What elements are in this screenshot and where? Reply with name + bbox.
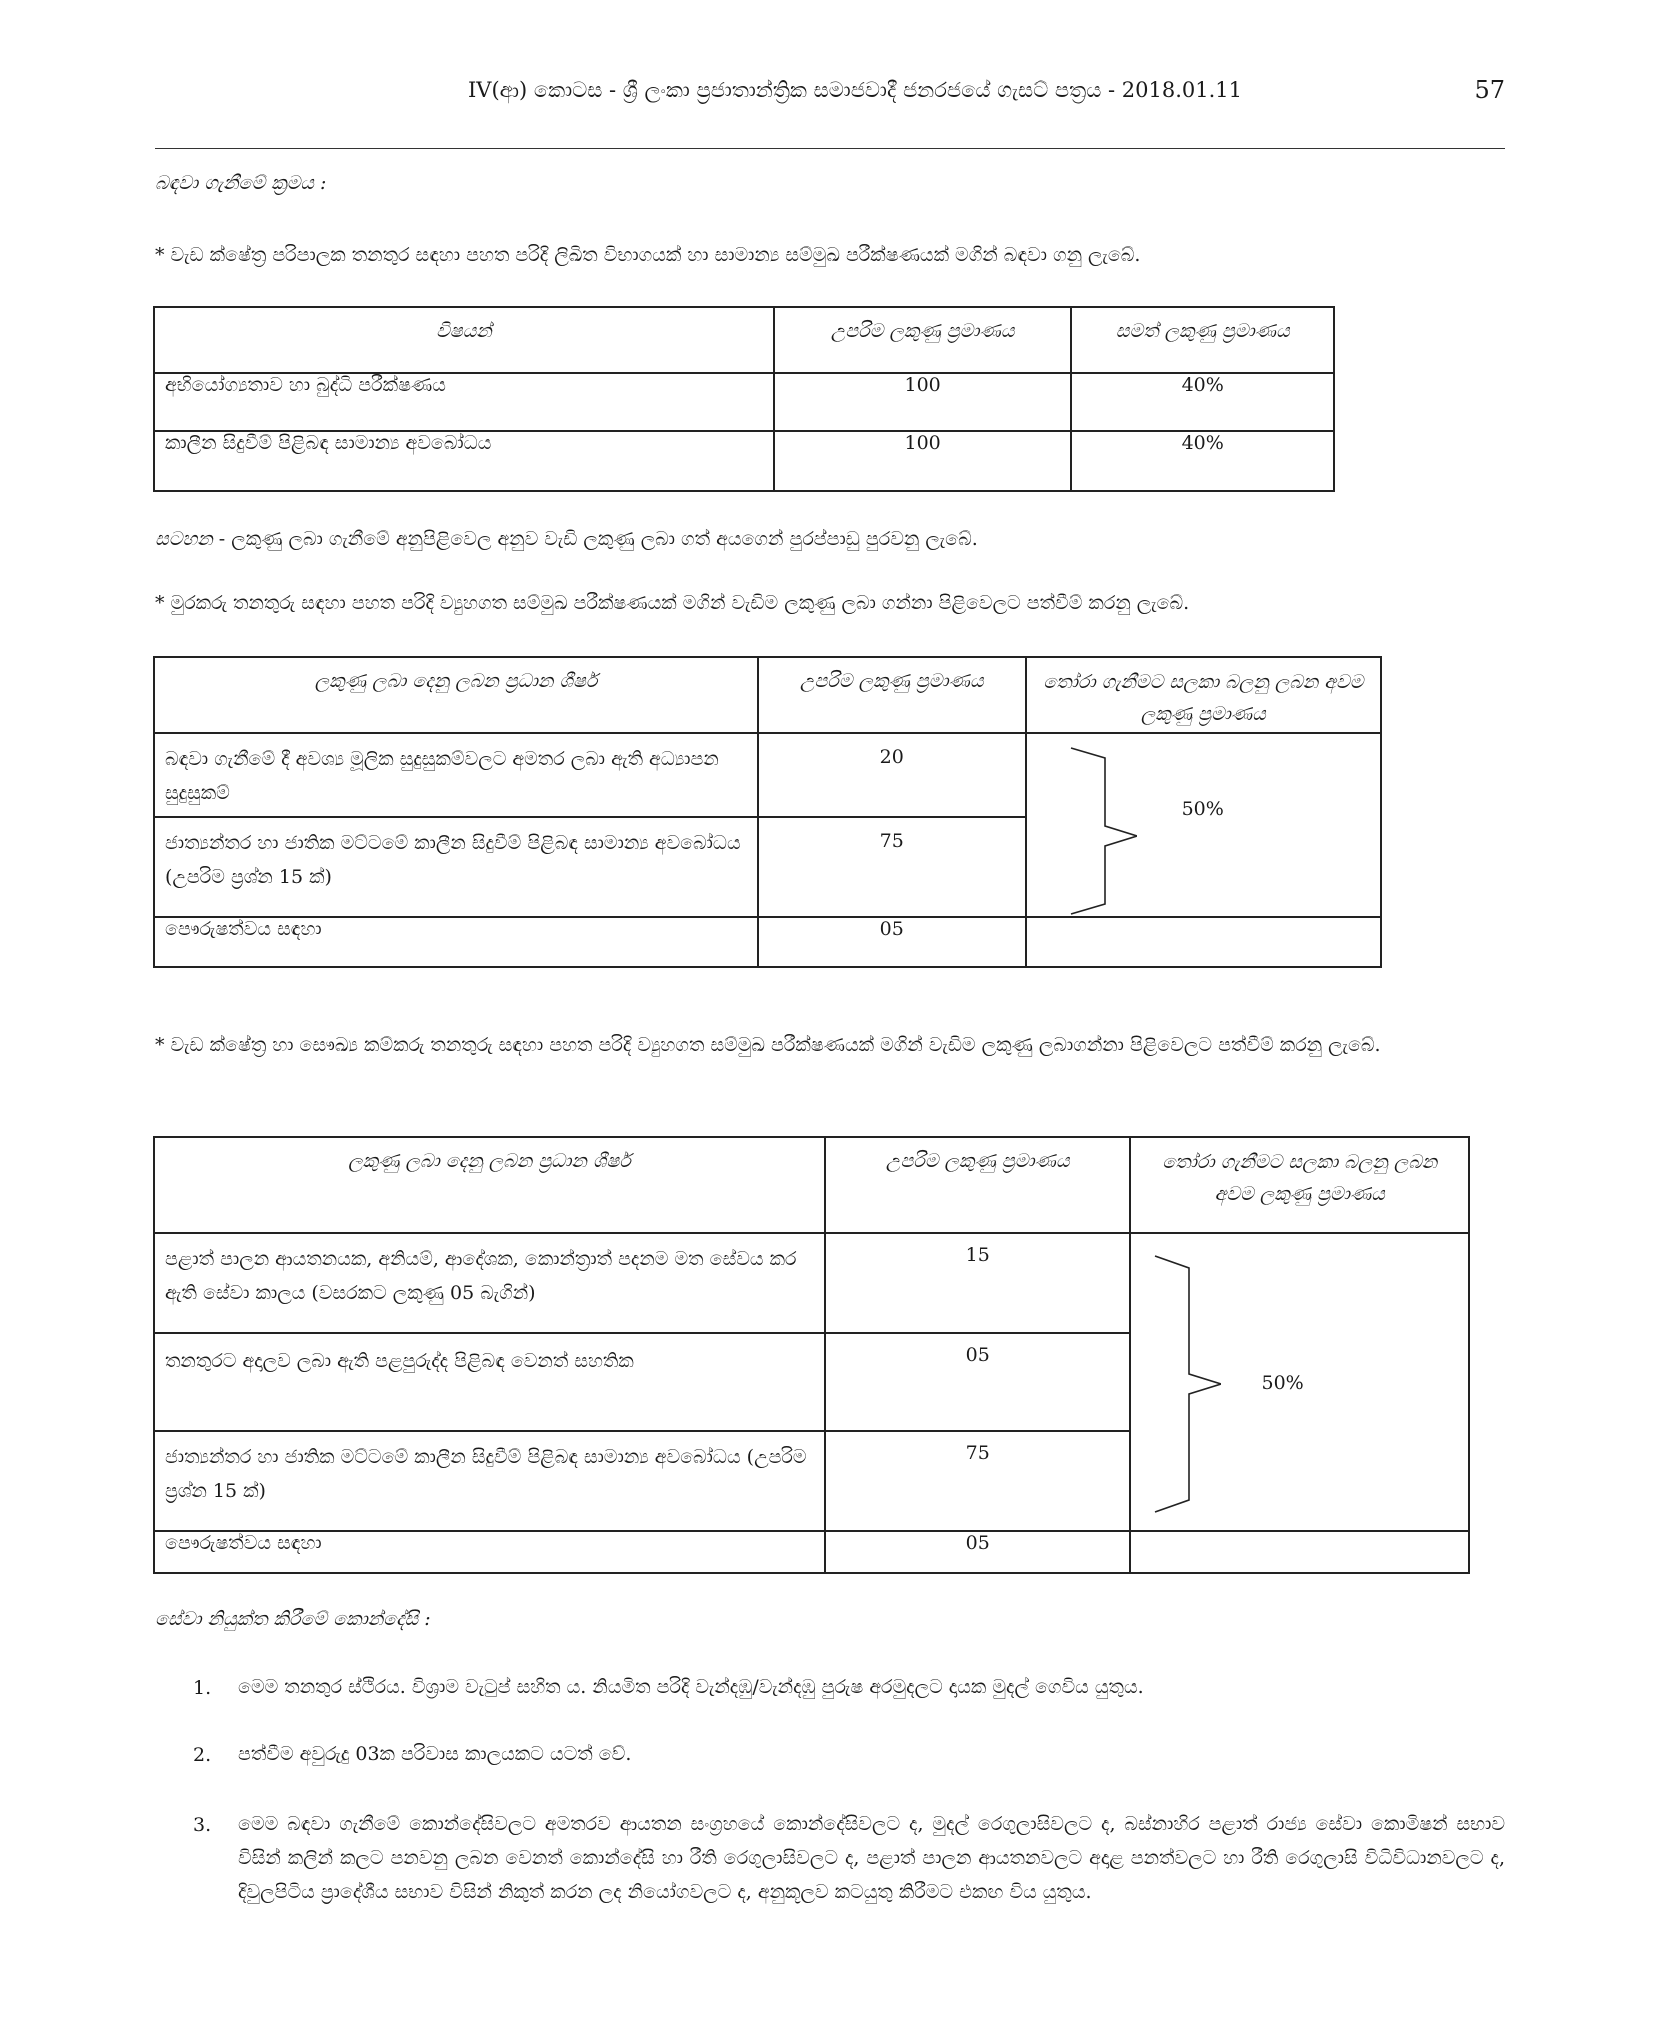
subject-cell: කාලීන සිදුවීම් පිළිබඳ සාමාන්‍ය අවබෝධය [154,431,774,491]
column-header: තෝරා ගැනීමට සලකා බලනු ලබන අවම ලකුණු ප්‍රමාණය [1130,1137,1469,1233]
column-header: තෝරා ගැනීමට සලකා බලනු ලබන අවම ලකුණු ප්‍රමාණය [1026,657,1381,733]
table-header-row [154,307,1334,373]
table-header-row [154,657,1381,733]
max-marks-cell: 05 [758,917,1026,967]
empty-cell [1026,917,1381,967]
column-header: උපරිම ලකුණු ප්‍රමාණය [825,1137,1131,1233]
criterion-cell: පෞරුෂත්වය සඳහා [154,917,758,967]
note-label: සටහන [155,528,213,550]
header-rule [155,148,1505,149]
table-row [154,1233,1469,1333]
table-header-row [154,1137,1469,1233]
criterion-cell: තනතුරට අදාලව ලබා ඇති පළපුරුද්ද පිළිබඳ වෙනත් සහතික [154,1333,825,1431]
recruitment-heading: බඳවා ගැනීමේ ක්‍රමය : [155,172,327,194]
max-marks-cell: 100 [774,431,1072,491]
max-marks-cell: 05 [825,1333,1131,1431]
table-row [154,373,1334,431]
note-text: - ලකුණු ලබා ගැනීමේ අනුපිළිවෙල අනුව වැඩි ලකුණු ලබා ගත් අයගෙන් පුරප්පාඩු පුරවනු ලැබේ. [212,528,978,550]
table-row [154,431,1334,491]
labourer-interview-table [153,1136,1470,1574]
exam-marks-table [153,306,1335,492]
pass-mark-cell [1026,733,1381,917]
list-item: මෙම තනතුර ස්ථිරය. විශ්‍රාම වැටුප් සහිත ය. නියමිත පරිදි වැන්දඹු/වැන්දඹු පුරුෂ අරමුදලට දායක මුදල් ගෙවිය යුතුය. [238,1676,1144,1698]
criterion-cell: ජාත්‍යන්තර හා ජාතික මට්ටමේ කාලීන සිදුවීම් පිළිබඳ සාමාන්‍ය අවබෝධය (උපරිම ප්‍රශ්න 15 ක්) [154,1431,825,1531]
column-header: විෂයන් [154,307,774,373]
list-number: 1. [193,1677,212,1699]
pass-mark-cell [1130,1233,1469,1531]
paragraph-labour-post: * වැඩ ක්ෂේත්‍ර හා සෞඛ්‍ය කම්කරු තනතුරු සඳහා පහත පරිදි ව්‍යුහගත සම්මුඛ පරීක්ෂණයක් මගින් වැඩිම ලකුණු ලබාගන්නා පිළිවෙලට පත්වීම් කරනු ලැබේ. [155,1034,1381,1056]
criterion-cell: ජාත්‍යන්තර හා ජාතික මට්ටමේ කාලීන සිදුවීම් පිළිබඳ සාමාන්‍ය අවබෝධය (උපරිම ප්‍රශ්න 15 ක්) [154,817,758,917]
max-marks-cell: 15 [825,1233,1131,1333]
watcher-interview-table [153,656,1382,968]
criterion-cell: බඳවා ගැනීමේ දී අවශ්‍ය මූලික සුදුසුකම්වලට අමතර ලබා ඇති අධ්‍යාපන සුදුසුකම් [154,733,758,817]
brace-icon [1067,746,1137,916]
max-marks-cell: 100 [774,373,1072,431]
brace-icon [1151,1254,1221,1514]
list-item: මෙම බඳවා ගැනීමේ කොන්දේසිවලට අමතරව ආයතන සංග්‍රහයේ කොන්දේසිවලට ද, මුදල් රෙගුලාසිවලට ද, බස්නාහිර පළාත් රාජ්‍ය සේවා කොමිෂන් සභාව විසින් කලින් කලට පනවනු ලබන වෙනත් කොන්දේසි හා රීති රෙගුලාසිවලට ද, පළාත් පාලන ආයතනවලට අදාළ පනත්වලට හා රීති රෙගුලාසි විධිවිධානවලට ද, දිවුලපිටිය ප්‍රාදේශීය සභාව විසින් නිකුත් කරන ලද නියෝගවලට ද, අනුකූලව කටයුතු කිරීමට එකඟ විය යුතුය. [238,1813,1505,1903]
list-item: පත්වීම අවුරුදු 03ක පරිවාස කාලයකට යටත් වේ. [238,1743,632,1765]
criterion-cell: පෞරුෂත්වය සඳහා [154,1531,825,1573]
header-title: IV(ආ) කොටස - ශ්‍රී ලංකා ප්‍රජාතාන්ත්‍රික සමාජවාදී ජනරජයේ ගැසට් පත්‍රය - 2018.01.11 [468,78,1242,102]
list-number: 2. [193,1744,212,1766]
paragraph-admin-post: * වැඩ ක්ෂේත්‍ර පරිපාලක තනතුර සඳහා පහත පරිදි ලිඛිත විභාගයක් හා සාමාන්‍ය සම්මුඛ පරීක්ෂණයක් මගින් බඳවා ගනු ලැබේ. [155,244,1141,266]
column-header: සමත් ලකුණු ප්‍රමාණය [1071,307,1334,373]
page-header [155,78,1505,118]
empty-cell [1130,1531,1469,1573]
max-marks-cell: 05 [825,1531,1131,1573]
max-marks-cell: 75 [758,817,1026,917]
max-marks-cell: 20 [758,733,1026,817]
list-number: 3. [193,1814,212,1836]
pass-mark-value: 50% [1261,1372,1304,1394]
column-header: ලකුණු ලබා දෙනු ලබන ප්‍රධාන ශීර්ෂ [154,1137,825,1233]
pass-marks-cell: 40% [1071,431,1334,491]
note [155,522,1505,556]
column-header: උපරිම ලකුණු ප්‍රමාණය [758,657,1026,733]
max-marks-cell: 75 [825,1431,1131,1531]
table-row [154,917,1381,967]
pass-marks-cell: 40% [1071,373,1334,431]
subject-cell: අභියෝග්‍යතාව හා බුද්ධි පරීක්ෂණය [154,373,774,431]
column-header: උපරිම ලකුණු ප්‍රමාණය [774,307,1072,373]
column-header: ලකුණු ලබා දෙනු ලබන ප්‍රධාන ශීර්ෂ [154,657,758,733]
service-conditions-heading: සේවා නියුක්ත කිරීමේ කොන්දේසි : [155,1608,431,1630]
pass-mark-value: 50% [1181,798,1224,820]
page-number: 57 [1474,76,1505,104]
paragraph-watcher-post: * මුරකරු තනතුරු සඳහා පහත පරිදි ව්‍යුහගත සම්මුඛ පරීක්ෂණයක් මගින් වැඩිම ලකුණු ලබා ගන්නා පිළිවෙලට පත්වීම් කරනු ලැබේ. [155,592,1190,614]
criterion-cell: පළාත් පාලන ආයතනයක, අනියම්, ආදේශක, කොන්ත්‍රාත් පදනම මත සේවය කර ඇති සේවා කාලය (වසරකට ලකුණු 05 බැගින්) [154,1233,825,1333]
table-row [154,1531,1469,1573]
table-row [154,733,1381,817]
